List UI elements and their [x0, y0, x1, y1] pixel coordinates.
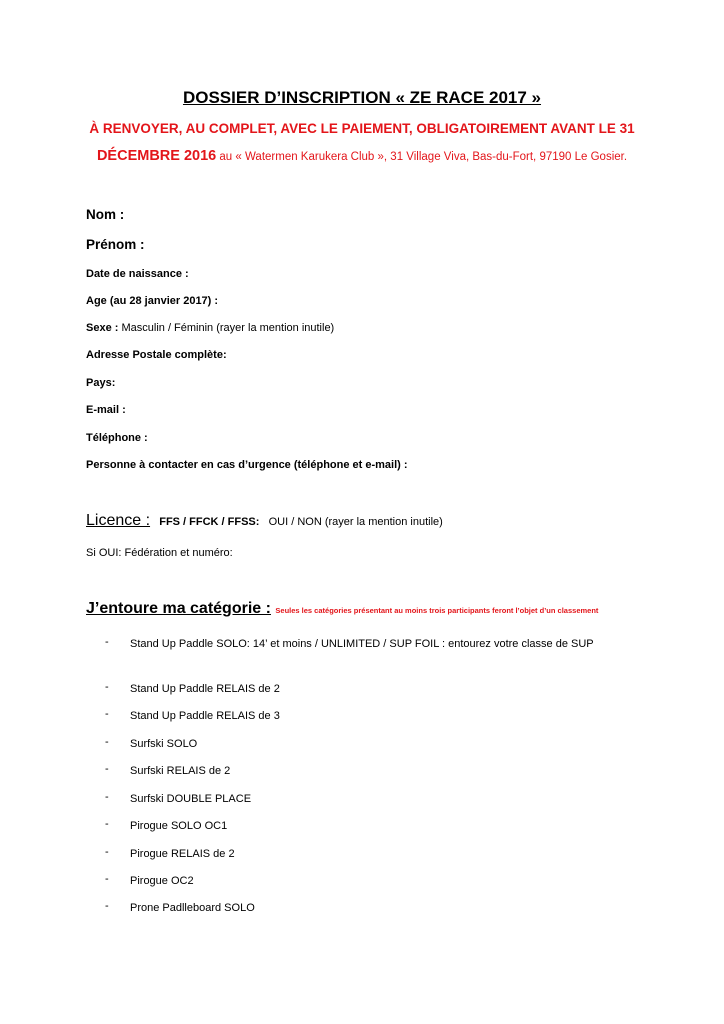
field-prenom: Prénom : [86, 237, 145, 252]
field-adresse: Adresse Postale complète: [86, 349, 227, 361]
categorie-title: J’entoure ma catégorie : [86, 600, 271, 617]
list-dash: - [105, 818, 109, 830]
field-pays: Pays: [86, 377, 116, 389]
sexe-label: Sexe : [86, 322, 119, 334]
sexe-options: Masculin / Féminin (rayer la mention inutile) [118, 322, 335, 334]
categorie-header [86, 600, 598, 618]
deadline-line-2 [0, 148, 724, 164]
category-label: Prone Padlleboard SOLO [130, 902, 255, 914]
list-dash: - [105, 708, 109, 720]
field-date-naissance: Date de naissance : [86, 268, 189, 280]
category-label: Pirogue RELAIS de 2 [130, 848, 235, 860]
licence-title: Licence : [86, 512, 151, 529]
list-dash: - [105, 681, 109, 693]
category-label: Pirogue OC2 [130, 875, 194, 887]
category-label: Surfski DOUBLE PLACE [130, 793, 252, 805]
page-title: DOSSIER D’INSCRIPTION « ZE RACE 2017 » [182, 88, 542, 107]
category-label: Stand Up Paddle RELAIS de 3 [130, 710, 280, 722]
category-label: Stand Up Paddle RELAIS de 2 [130, 683, 280, 695]
list-dash: - [105, 846, 109, 858]
list-dash: - [105, 636, 109, 648]
field-sexe [86, 322, 334, 334]
field-nom: Nom : [86, 207, 125, 222]
field-telephone: Téléphone : [86, 432, 148, 444]
list-dash: - [105, 736, 109, 748]
licence-federations: FFS / FFCK / FFSS: [159, 516, 260, 528]
list-dash: - [105, 763, 109, 775]
club-address: Watermen Karukera Club », 31 Village Viva, Bas-du-Fort, 97190 Le Gosier. [245, 151, 628, 163]
deadline-au: au « [216, 151, 245, 163]
field-age: Age (au 28 janvier 2017) : [86, 295, 219, 307]
licence-row [86, 512, 443, 530]
deadline-date: DÉCEMBRE 2016 [96, 148, 217, 164]
licence-si-oui: Si OUI: Fédération et numéro: [86, 547, 233, 559]
category-label: Stand Up Paddle SOLO: 14’ et moins / UNLIMITED / SUP FOIL : entourez votre classe de SUP [130, 638, 594, 650]
field-urgence: Personne à contacter en cas d’urgence (téléphone et e-mail) : [86, 459, 408, 471]
licence-choice: OUI / NON (rayer la mention inutile) [268, 516, 443, 528]
category-label: Surfski RELAIS de 2 [130, 765, 231, 777]
field-email: E-mail : [86, 404, 126, 416]
category-label: Pirogue SOLO OC1 [130, 820, 228, 832]
category-label: Surfski SOLO [130, 738, 198, 750]
deadline-line-1: À RENVOYER, AU COMPLET, AVEC LE PAIEMENT, OBLIGATOIREMENT AVANT LE 31 [89, 121, 635, 136]
list-dash: - [105, 873, 109, 885]
list-dash: - [105, 791, 109, 803]
categorie-note: Seules les catégories présentant au moins trois participants feront l’objet d’un classement [275, 606, 599, 615]
list-dash: - [105, 900, 109, 912]
